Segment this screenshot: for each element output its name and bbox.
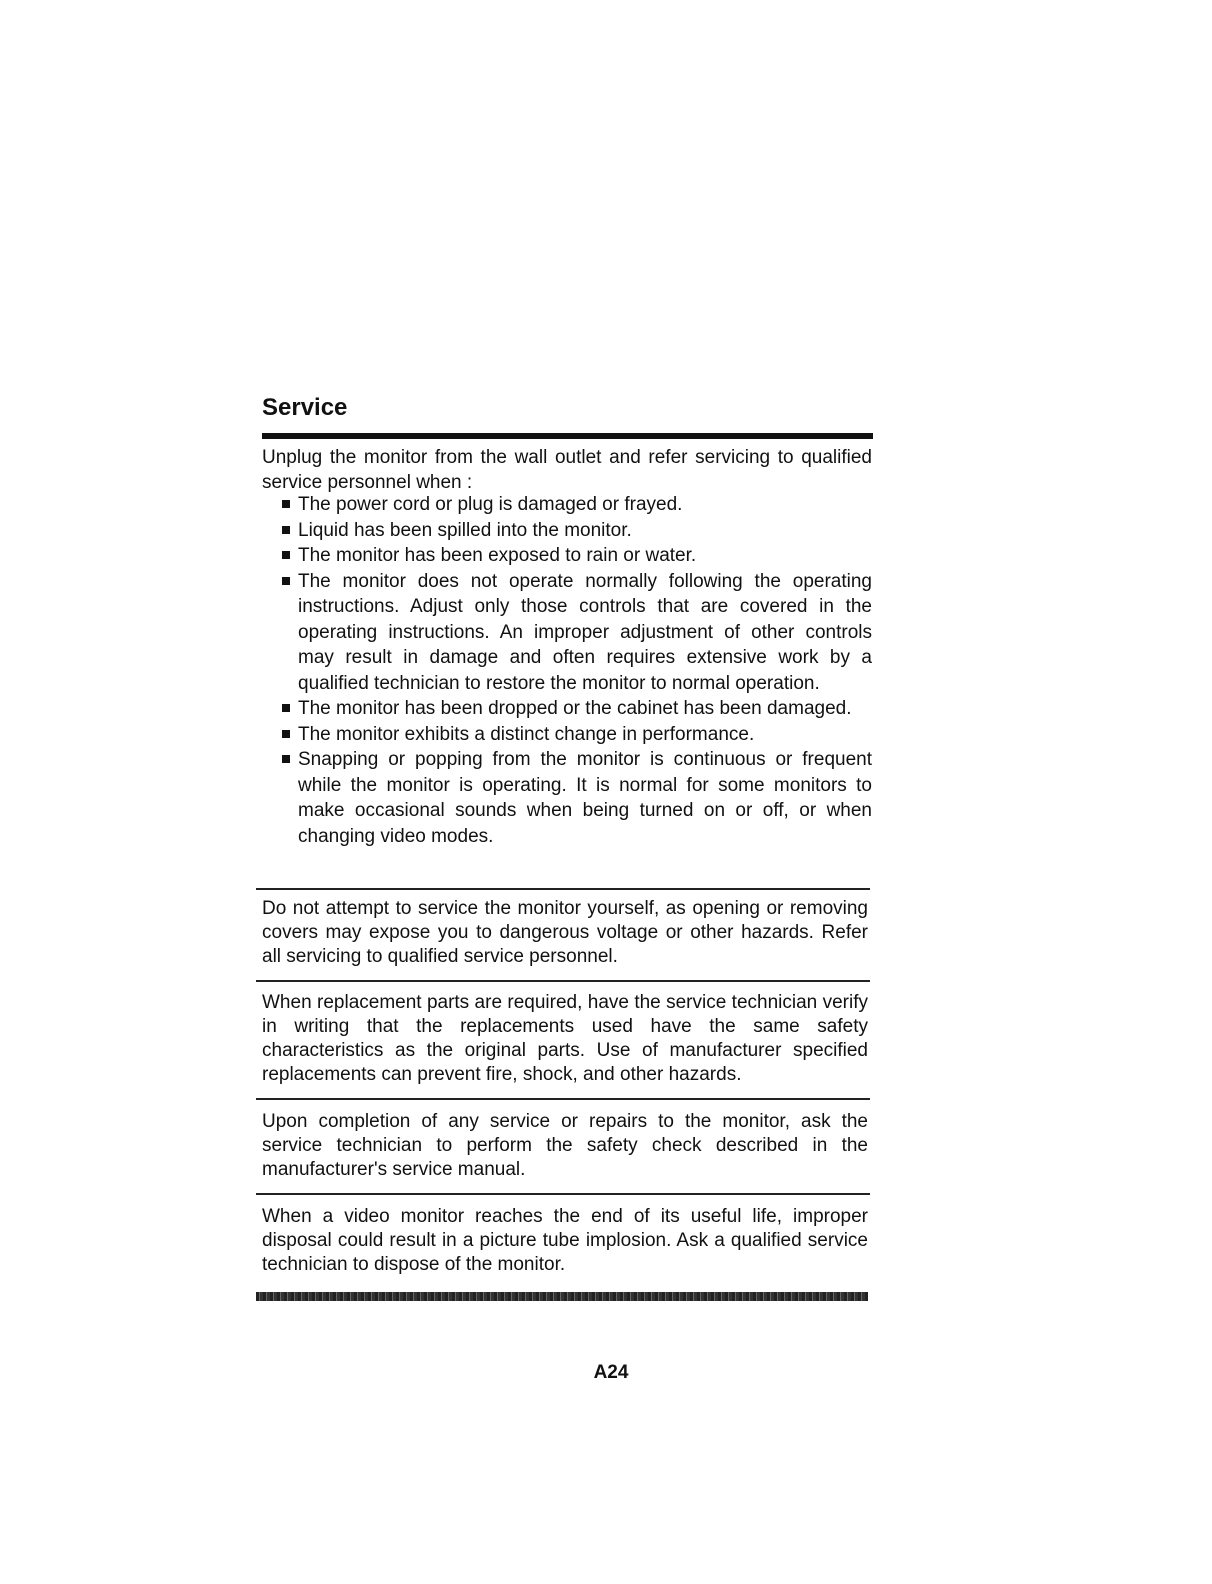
section-title: Service xyxy=(262,394,348,421)
title-rule xyxy=(262,433,873,439)
list-item-text: The monitor does not operate normally following the operating instructions. Adjust only those controls that are covered in the operating instructions. An improper adjustment of other controls may result in damage and often requires extensive work by a qualified technician to restore the monitor to normal operation. xyxy=(298,570,872,694)
square-bullet-icon xyxy=(282,730,290,738)
square-bullet-icon xyxy=(282,551,290,559)
list-item-text: Snapping or popping from the monitor is continuous or frequent while the monitor is operating. It is normal for some monitors to make occasional sounds when being turned on or off, or when changing video modes. xyxy=(298,749,872,847)
list-item xyxy=(282,492,872,518)
divider xyxy=(256,888,870,890)
list-item xyxy=(282,569,872,697)
list-item-text: The monitor has been dropped or the cabinet has been damaged. xyxy=(298,698,852,719)
list-item xyxy=(282,722,872,748)
list-item xyxy=(282,543,872,569)
divider xyxy=(256,1098,870,1100)
safety-check-paragraph: Upon completion of any service or repairs to the monitor, ask the service technician to perform the safety check described in the manufacturer's service manual. xyxy=(262,1111,868,1180)
warning-paragraph: Do not attempt to service the monitor yourself, as opening or removing covers may expose you to dangerous voltage or other hazards. Refer all servicing to qualified service personnel. xyxy=(262,898,868,967)
divider xyxy=(256,980,870,982)
square-bullet-icon xyxy=(282,577,290,585)
divider xyxy=(256,1193,870,1195)
square-bullet-icon xyxy=(282,755,290,763)
list-item xyxy=(282,518,872,544)
closing-rule xyxy=(256,1292,868,1301)
service-conditions-list xyxy=(282,492,872,849)
list-item-text: The monitor exhibits a distinct change in performance. xyxy=(298,723,755,745)
list-item-text: The power cord or plug is damaged or frayed. xyxy=(298,494,683,515)
list-item-text: The monitor has been exposed to rain or water. xyxy=(298,545,697,566)
square-bullet-icon xyxy=(282,526,290,534)
list-item xyxy=(282,696,872,722)
square-bullet-icon xyxy=(282,500,290,508)
intro-paragraph: Unplug the monitor from the wall outlet and refer servicing to qualified service personnel when : xyxy=(262,447,872,493)
square-bullet-icon xyxy=(282,704,290,712)
replacement-parts-paragraph: When replacement parts are required, have the service technician verify in writing that the replacements used have the same safety characteristics as the original parts. Use of manufacturer specified replacements can prevent fire, shock, and other hazards. xyxy=(262,992,868,1085)
page-number: A24 xyxy=(593,1362,629,1383)
disposal-paragraph: When a video monitor reaches the end of its useful life, improper disposal could result in a picture tube implosion. Ask a qualified service technician to dispose of the monitor. xyxy=(262,1206,868,1275)
list-item xyxy=(282,747,872,849)
list-item-text: Liquid has been spilled into the monitor. xyxy=(298,519,632,541)
